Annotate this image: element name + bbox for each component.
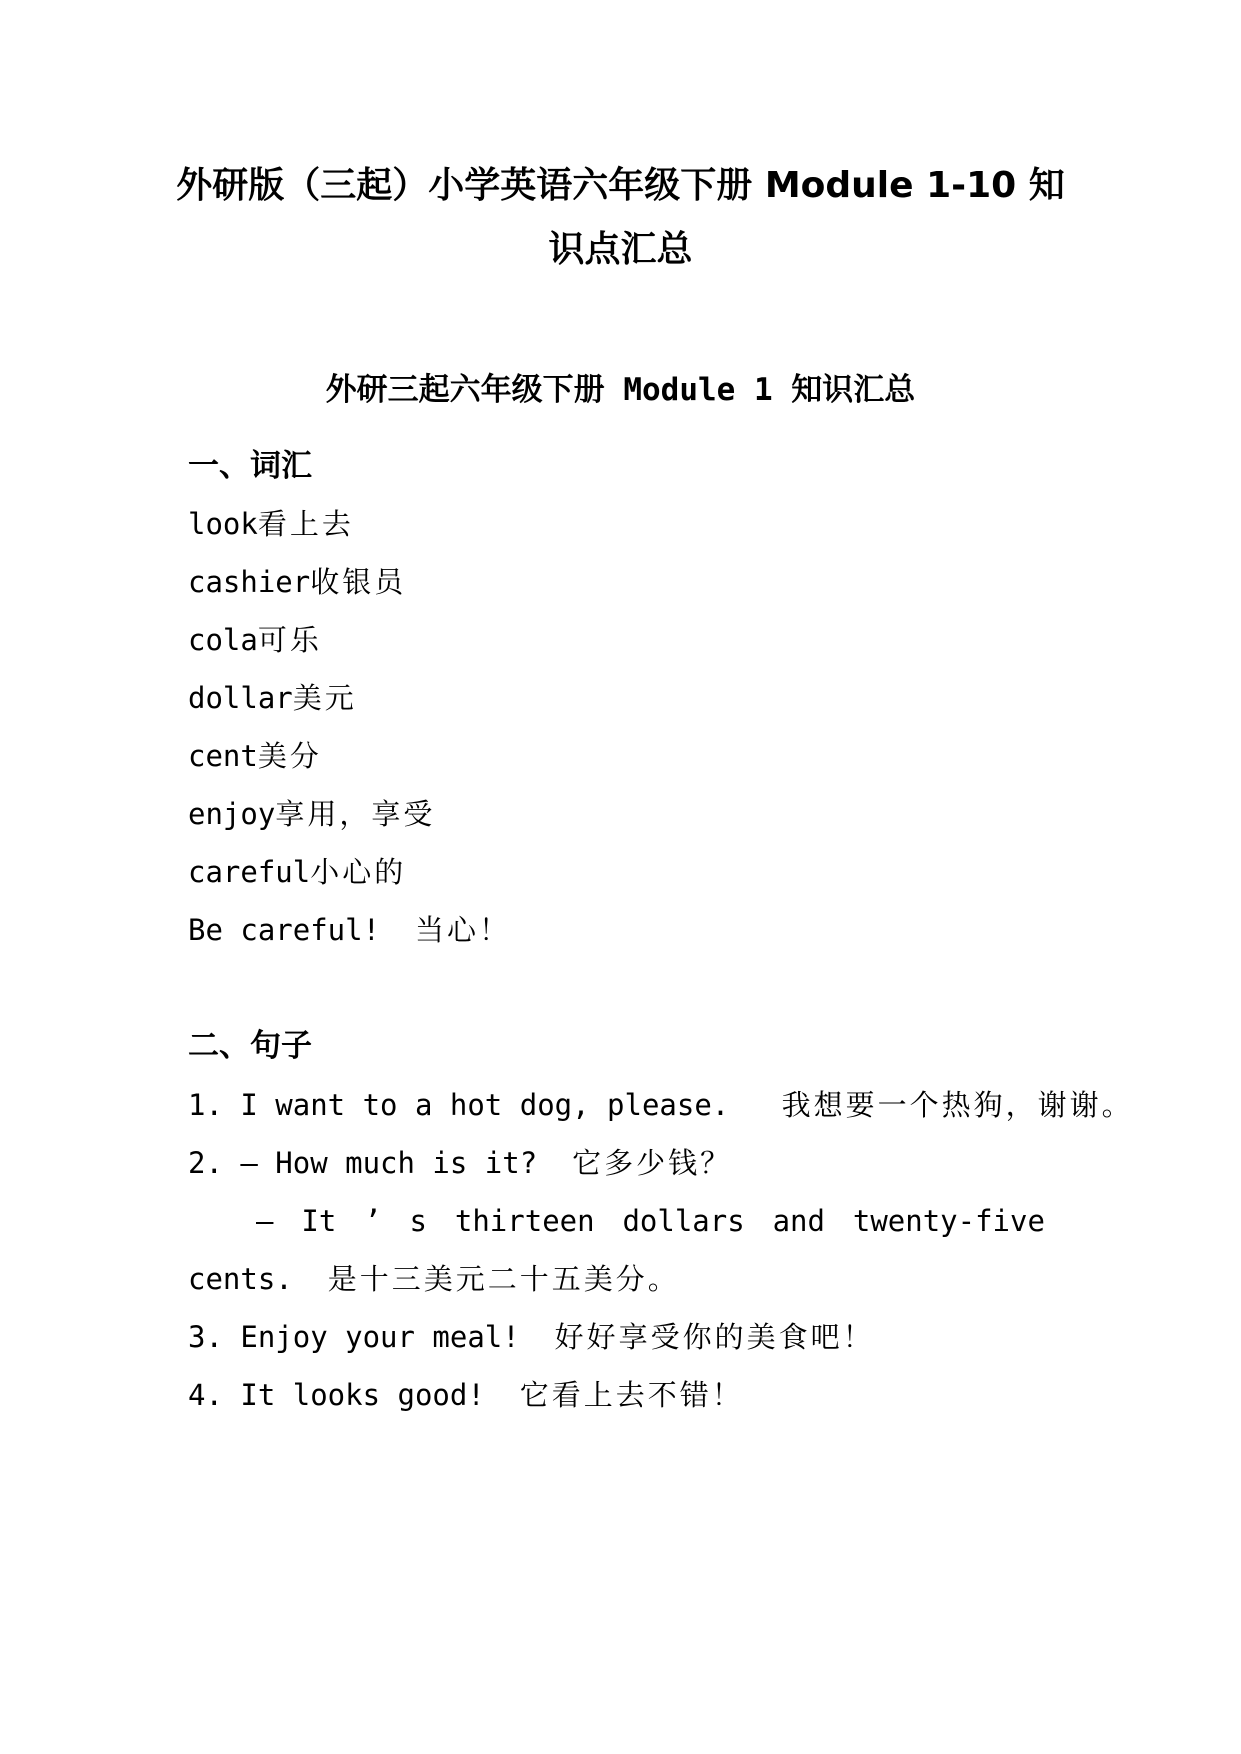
sentence-cn: 它看上去不错！: [519, 1378, 744, 1412]
sentence-en: 1. I want to a hot dog, please.: [188, 1088, 730, 1122]
sentence-cn: 好好享受你的美食吧！: [554, 1320, 875, 1354]
sentence-cn: 它多少钱？: [572, 1146, 733, 1180]
vocab-item: [188, 792, 435, 836]
sentence-en: 3. Enjoy your meal!: [188, 1320, 520, 1354]
vocab-en: cashier: [188, 565, 311, 599]
answer-word: thirteen: [454, 1204, 595, 1238]
vocab-cn: 享用，享受: [275, 797, 436, 831]
title-line-1: 外研版（三起）小学英语六年级下册 Module 1-10 知: [176, 165, 1065, 206]
module-subtitle: 外研三起六年级下册 Module 1 知识汇总: [325, 372, 916, 408]
answer-word: and: [772, 1204, 825, 1238]
vocab-cn: 看上去: [257, 507, 354, 541]
vocab-en: dollar: [188, 681, 293, 715]
vocab-en: cent: [188, 739, 258, 773]
vocab-cn: 小心的: [310, 855, 407, 889]
vocab-item: [188, 618, 322, 662]
sentence-1: [188, 1083, 1134, 1127]
answer-word: s: [409, 1204, 427, 1238]
sentence-2: [188, 1141, 732, 1185]
vocab-item: [188, 734, 322, 778]
vocab-item: [188, 676, 357, 720]
vocab-en: enjoy: [188, 797, 276, 831]
answer-word: —: [256, 1204, 274, 1238]
vocab-cn: 美元: [292, 681, 357, 715]
vocab-cn: 可乐: [257, 623, 322, 657]
answer-word: dollars: [622, 1204, 745, 1238]
document-title: [150, 154, 1091, 282]
answer-word: twenty-five: [852, 1204, 1045, 1238]
vocab-item: [188, 908, 511, 952]
vocab-en: careful: [188, 855, 311, 889]
vocab-item: [188, 850, 406, 894]
vocab-en: Be careful!: [188, 913, 381, 947]
vocab-cn: 当心！: [414, 913, 511, 947]
sentence-4: [188, 1373, 744, 1417]
vocab-en: look: [188, 507, 258, 541]
vocab-cn: 美分: [257, 739, 322, 773]
title-line-2: 识点汇总: [548, 229, 693, 270]
sentence-3: [188, 1315, 875, 1359]
sentence-en: 4. It looks good!: [188, 1378, 485, 1412]
vocab-item: [188, 502, 354, 546]
answer-word: ’: [364, 1204, 382, 1238]
vocab-item: [188, 560, 406, 604]
vocab-cn: 收银员: [310, 565, 407, 599]
sentence-cn: 我想要一个热狗，谢谢。: [781, 1088, 1134, 1122]
vocabulary-heading: 一、词汇: [188, 448, 312, 484]
sentence-en: cents.: [188, 1262, 293, 1296]
answer-word: It: [301, 1204, 337, 1238]
vocab-en: cola: [188, 623, 258, 657]
sentence-2-continued: [188, 1257, 680, 1301]
sentence-en: 2. — How much is it?: [188, 1146, 538, 1180]
sentence-cn: 是十三美元二十五美分。: [327, 1262, 680, 1296]
sentences-heading: 二、句子: [188, 1028, 312, 1064]
sentence-2-answer: [256, 1199, 1045, 1243]
